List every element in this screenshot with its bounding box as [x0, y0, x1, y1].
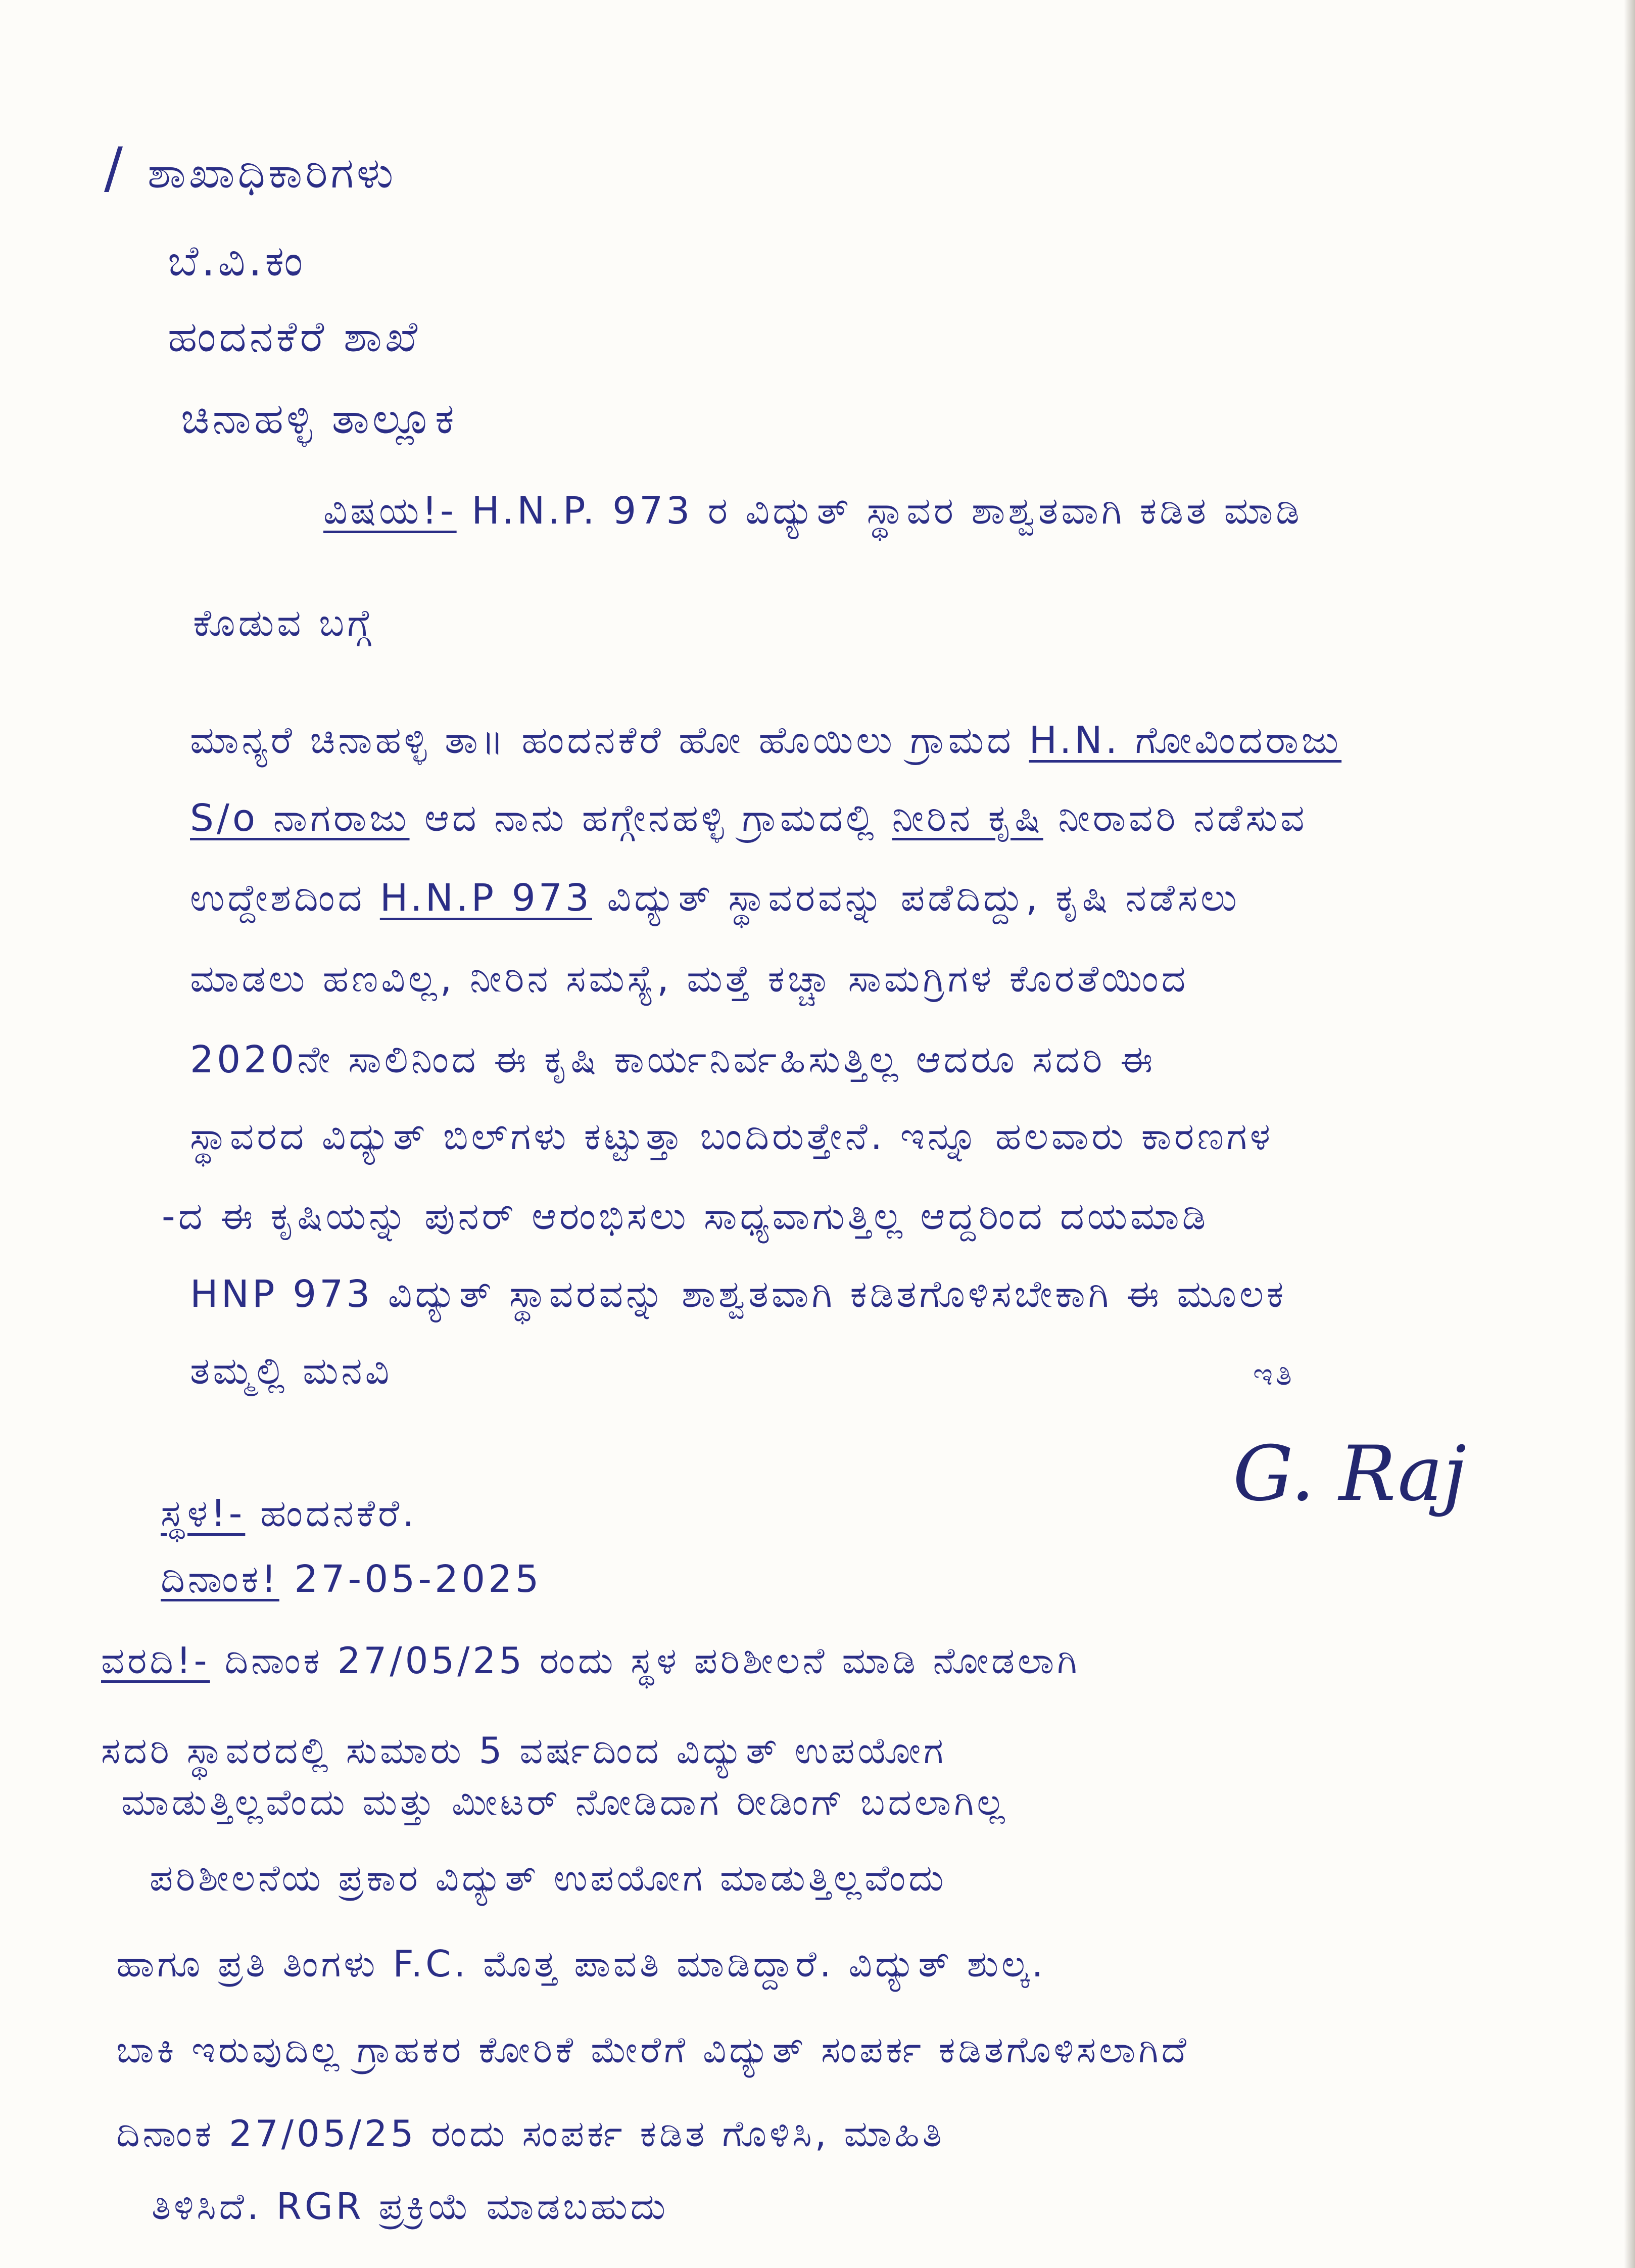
- address-line-3: ಹಂದನಕೆರೆ ಶಾಖೆ: [168, 312, 421, 361]
- yours-faithfully: ಇತಿ: [1253, 1357, 1295, 1392]
- margin-slash-mark: /: [104, 135, 123, 200]
- report-label: ವರದಿ!-: [101, 1639, 210, 1682]
- body-line-2-end: ನೀರಾವರಿ ನಡೆಸುವ: [1058, 796, 1308, 840]
- address-line-2: ಬೆ.ವಿ.ಕಂ: [168, 236, 306, 286]
- place-value: ಹಂದನಕೆರೆ.: [260, 1492, 417, 1535]
- report-line-1-text: ದಿನಾಂಕ 27/05/25 ರಂದು ಸ್ಥಳ ಪರಿಶೀಲನೆ ಮಾಡಿ ನೋಡಲಾಗಿ: [224, 1639, 1080, 1682]
- report-line-2: ಸದರಿ ಸ್ಥಾವರದಲ್ಲಿ ಸುಮಾರು 5 ವರ್ಷದಿಂದ ವಿದ್ಯುತ್ ಉಪಯೋಗ: [101, 1729, 947, 1772]
- body-line-2-text: ಆದ ನಾನು ಹಗ್ಗೇನಹಳ್ಳಿ ಗ್ರಾಮದಲ್ಲಿ: [424, 796, 877, 840]
- body-line-5: 2020ನೇ ಸಾಲಿನಿಂದ ಈ ಕೃಷಿ ಕಾರ್ಯನಿರ್ವಹಿಸುತ್ತಿಲ್ಲ ಆದರೂ ಸದರಿ ಈ: [190, 1038, 1156, 1081]
- body-line-7: -ದ ಈ ಕೃಷಿಯನ್ನು ಪುನರ್ ಆರಂಭಿಸಲು ಸಾಧ್ಯವಾಗುತ್ತಿಲ್ಲ ಆದ್ದರಿಂದ ದಯಮಾಡಿ: [162, 1195, 1209, 1238]
- report-line-7: ದಿನಾಂಕ 27/05/25 ರಂದು ಸಂಪರ್ಕ ಕಡಿತ ಗೊಳಿಸಿ, ಮಾಹಿತಿ: [116, 2112, 945, 2155]
- body-line-8: HNP 973 ವಿದ್ಯುತ್ ಸ್ಥಾವರವನ್ನು ಶಾಶ್ವತವಾಗಿ ಕಡಿತಗೊಳಿಸಬೇಕಾಗಿ ಈ ಮೂಲಕ: [190, 1272, 1287, 1316]
- subject-line-2: ಕೊಡುವ ಬಗ್ಗೆ: [193, 601, 374, 645]
- report-line-6: ಬಾಕಿ ಇರುವುದಿಲ್ಲ ಗ್ರಾಹಕರ ಕೋರಿಕೆ ಮೇರೆಗೆ ವಿದ್ಯುತ್ ಸಂಪರ್ಕ ಕಡಿತಗೊಳಿಸಲಾಗಿದೆ: [116, 2028, 1190, 2071]
- body-line-1-text: ಮಾನ್ಯರೆ ಚಿನಾಹಳ್ಳಿ ತಾ॥ ಹಂದನಕೆರೆ ಹೋ ಹೊಯಿಲು ಗ್ರಾಮದ: [190, 719, 1014, 762]
- applicant-name: H.N. ಗೋವಿಂದರಾಜು: [1029, 719, 1342, 762]
- subject-label: ವಿಷಯ!-: [323, 489, 457, 533]
- body-line-2: [190, 796, 1308, 840]
- place-label: ಸ್ಥಳ!-: [161, 1492, 246, 1535]
- report-line-1: [101, 1639, 1080, 1682]
- report-line-5: ಹಾಗೂ ಪ್ರತಿ ತಿಂಗಳು F.C. ಮೊತ್ತ ಪಾವತಿ ಮಾಡಿದ್ದಾರೆ. ವಿದ್ಯುತ್ ಶುಲ್ಕ.: [116, 1943, 1046, 1985]
- subject-line-1: [323, 489, 1303, 533]
- subject-text-1: H.N.P. 973 ರ ವಿದ್ಯುತ್ ಸ್ಥಾವರ ಶಾಶ್ವತವಾಗಿ ಕಡಿತ ಮಾಡಿ: [471, 489, 1303, 533]
- body-line-3-start: ಉದ್ದೇಶದಿಂದ: [190, 876, 365, 920]
- report-line-4: ಪರಿಶೀಲನೆಯ ಪ್ರಕಾರ ವಿದ್ಯುತ್ ಉಪಯೋಗ ಮಾಡುತ್ತಿಲ್ಲವೆಂದು: [150, 1857, 947, 1899]
- report-line-3: ಮಾಡುತ್ತಿಲ್ಲವೆಂದು ಮತ್ತು ಮೀಟರ್ ನೋಡಿದಾಗ ರೀಡಿಂಗ್ ಬದಲಾಗಿಲ್ಲ: [121, 1781, 1008, 1823]
- report-line-8: ತಿಳಿಸಿದೆ. RGR ಪ್ರಕ್ರಿಯೆ ಮಾಡಬಹುದು: [152, 2185, 669, 2228]
- body-line-6: ಸ್ಥಾವರದ ವಿದ್ಯುತ್ ಬಿಲ್‌ಗಳು ಕಟ್ಟುತ್ತಾ ಬಂದಿರುತ್ತೇನೆ. ಇನ್ನೂ ಹಲವಾರು ಕಾರಣಗಳ: [190, 1115, 1274, 1158]
- date-value: 27-05-2025: [294, 1557, 542, 1601]
- date-label: ದಿನಾಂಕ!: [161, 1557, 279, 1601]
- installation-number: H.N.P 973: [379, 876, 592, 920]
- body-line-3: [190, 876, 1240, 920]
- place-line: [161, 1492, 417, 1535]
- body-line-9: ತಮ್ಮಲ್ಲಿ ಮನವಿ: [190, 1349, 393, 1393]
- applicant-father: S/o ನಾಗರಾಜು: [190, 796, 410, 840]
- body-line-4: ಮಾಡಲು ಹಣವಿಲ್ಲ, ನೀರಿನ ಸಮಸ್ಯೆ, ಮತ್ತೆ ಕಚ್ಚಾ ಸಾಮಗ್ರಿಗಳ ಕೊರತೆಯಿಂದ: [190, 957, 1189, 1001]
- address-line-4: ಚಿನಾಹಳ್ಳಿ ತಾಲ್ಲೂಕ: [181, 394, 457, 443]
- body-line-2-underlined: ನೀರಿನ ಕೃಷಿ: [892, 796, 1043, 840]
- paper-edge-shadow: [1624, 0, 1635, 2268]
- body-line-1: [190, 719, 1342, 762]
- address-line-1: ಶಾಖಾಧಿಕಾರಿಗಳು: [148, 148, 397, 198]
- date-line: [161, 1557, 542, 1601]
- body-line-3-end: ವಿದ್ಯುತ್ ಸ್ಥಾವರವನ್ನು ಪಡೆದಿದ್ದು, ಕೃಷಿ ನಡೆಸಲು: [607, 876, 1240, 920]
- signature: G. Raj: [1233, 1430, 1467, 1518]
